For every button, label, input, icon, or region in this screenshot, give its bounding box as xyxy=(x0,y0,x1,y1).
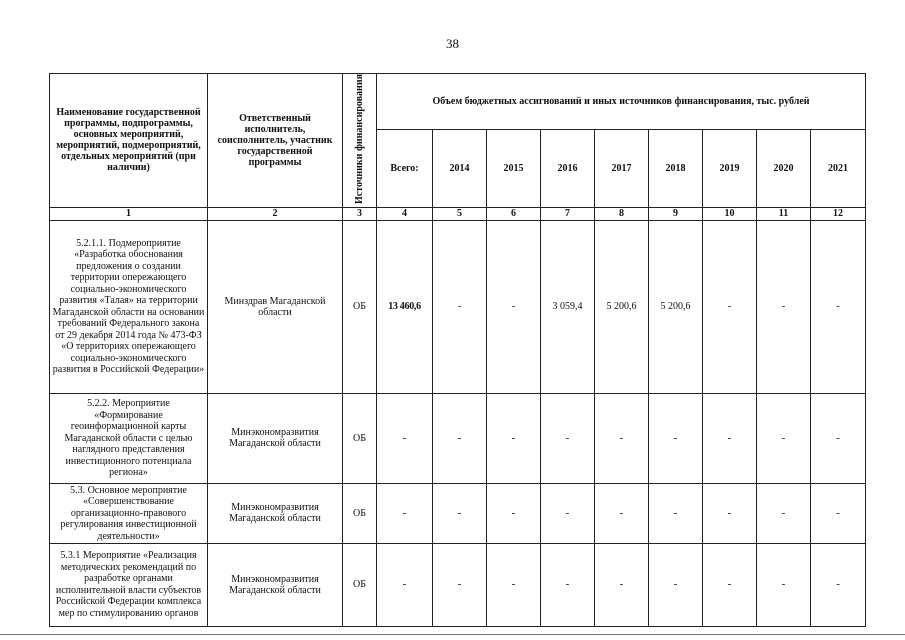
column-number: 12 xyxy=(811,207,866,220)
column-number: 9 xyxy=(649,207,703,220)
column-number: 11 xyxy=(757,207,811,220)
header-volume: Объем бюджетных ассигнований и иных источников финансирования, тыс. рублей xyxy=(377,74,866,130)
row-value: - xyxy=(811,543,866,626)
column-number: 4 xyxy=(377,207,433,220)
row-value: - xyxy=(541,483,595,543)
row-value: 5 200,6 xyxy=(595,220,649,393)
row-value: 5 200,6 xyxy=(649,220,703,393)
header-total: Всего: xyxy=(377,130,433,208)
row-total: - xyxy=(377,393,433,483)
header-source: Источники финансирования xyxy=(354,74,365,204)
scan-edge-line xyxy=(0,634,905,635)
row-name: 5.2.1.1. Подмероприятие «Разработка обоснования предложения о создании территории опережающего социально-экономического развития «Талая» на территории Магаданской области на основании требований Федерального закона от 29 декабря 2014 года № 473-ФЗ «О территориях опережающего социально-экономического развития в Российской Федерации» xyxy=(50,220,208,393)
row-source: ОБ xyxy=(343,543,377,626)
header-year: 2016 xyxy=(541,130,595,208)
row-responsible: Минэкономразвития Магаданской области xyxy=(208,393,343,483)
column-number: 2 xyxy=(208,207,343,220)
row-value: - xyxy=(433,543,487,626)
row-value: - xyxy=(757,483,811,543)
row-value: - xyxy=(757,220,811,393)
row-value: - xyxy=(811,483,866,543)
table-row xyxy=(50,543,866,626)
row-responsible: Минэкономразвития Магаданской области xyxy=(208,543,343,626)
row-value: - xyxy=(757,543,811,626)
row-value: - xyxy=(649,393,703,483)
row-value: - xyxy=(757,393,811,483)
row-name: 5.3. Основное мероприятие «Совершенствование организационно-правового регулирования инвестиционной деятельности» xyxy=(50,483,208,543)
row-value: - xyxy=(811,220,866,393)
column-number: 3 xyxy=(343,207,377,220)
row-value: - xyxy=(595,483,649,543)
column-number: 7 xyxy=(541,207,595,220)
row-value: - xyxy=(433,483,487,543)
row-name: 5.2.2. Мероприятие «Формирование геоинформационной карты Магаданской области с целью наглядного представления инвестиционного потенциала региона» xyxy=(50,393,208,483)
table-row xyxy=(50,393,866,483)
row-value: - xyxy=(487,393,541,483)
header-year: 2021 xyxy=(811,130,866,208)
row-value: - xyxy=(541,393,595,483)
row-value: - xyxy=(487,483,541,543)
row-responsible: Минздрав Магаданской области xyxy=(208,220,343,393)
row-value: - xyxy=(541,543,595,626)
row-value: - xyxy=(649,483,703,543)
page-number: 38 xyxy=(446,36,459,51)
header-row xyxy=(50,74,866,130)
table-row xyxy=(50,483,866,543)
header-year: 2015 xyxy=(487,130,541,208)
column-number: 1 xyxy=(50,207,208,220)
row-value: - xyxy=(433,393,487,483)
header-source-cell xyxy=(343,74,377,208)
header-year: 2020 xyxy=(757,130,811,208)
column-number: 10 xyxy=(703,207,757,220)
row-name: 5.3.1 Мероприятие «Реализация методических рекомендаций по разработке органами исполнительной власти субъектов Российской Федерации комплекса мер по стимулированию органов xyxy=(50,543,208,626)
column-number-row xyxy=(50,207,866,220)
column-number: 8 xyxy=(595,207,649,220)
row-source: ОБ xyxy=(343,393,377,483)
row-total: - xyxy=(377,543,433,626)
row-value: - xyxy=(595,543,649,626)
header-year: 2017 xyxy=(595,130,649,208)
header-year: 2018 xyxy=(649,130,703,208)
budget-table xyxy=(49,73,866,627)
table-row xyxy=(50,220,866,393)
header-year: 2019 xyxy=(703,130,757,208)
row-value: - xyxy=(703,543,757,626)
row-value: - xyxy=(811,393,866,483)
row-value: - xyxy=(703,220,757,393)
row-value: - xyxy=(595,393,649,483)
row-value: 3 059,4 xyxy=(541,220,595,393)
row-value: - xyxy=(487,220,541,393)
row-responsible: Минэкономразвития Магаданской области xyxy=(208,483,343,543)
row-source: ОБ xyxy=(343,483,377,543)
row-value: - xyxy=(433,220,487,393)
header-responsible: Ответственный исполнитель, соисполнитель, участник государственной программы xyxy=(208,74,343,208)
row-value: - xyxy=(649,543,703,626)
column-number: 6 xyxy=(487,207,541,220)
row-total: 13 460,6 xyxy=(377,220,433,393)
header-name: Наименование государственной программы, подпрограммы, основных мероприятий, мероприятий, подмероприятий, отдельных мероприятий (при наличии) xyxy=(50,74,208,208)
row-value: - xyxy=(703,483,757,543)
column-number: 5 xyxy=(433,207,487,220)
row-source: ОБ xyxy=(343,220,377,393)
row-value: - xyxy=(487,543,541,626)
row-value: - xyxy=(703,393,757,483)
header-year: 2014 xyxy=(433,130,487,208)
row-total: - xyxy=(377,483,433,543)
